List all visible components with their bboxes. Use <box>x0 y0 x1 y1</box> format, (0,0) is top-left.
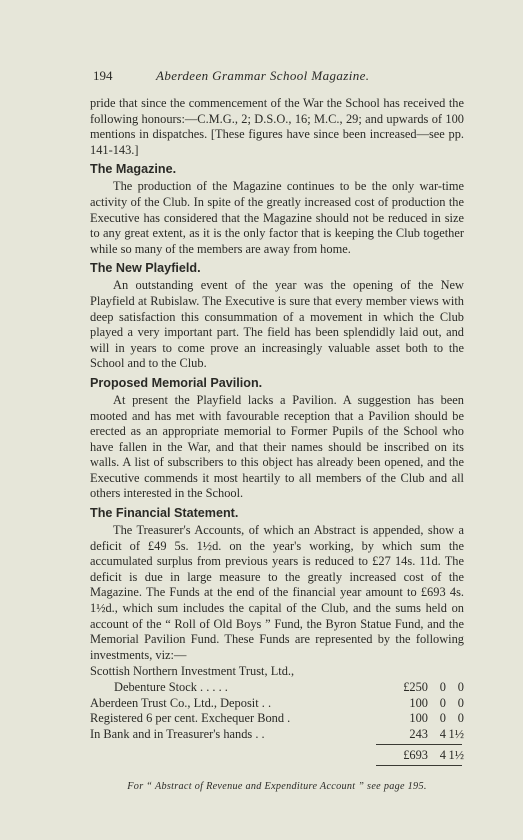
total-pence: 1½ <box>448 748 464 763</box>
paragraph-memorial-pavilion: At present the Playfield lacks a Pavilion. A suggestion has been mooted and has met with favourable reception that a Pavilion should be erected as an appropriate memorial to Former Pupils of the School who have fallen in the War, and that their names should be inscribed on its walls. A list of subscribers to this object has already been opened, and the Executive commends it most heartily to all members of the Club and all others interested in the School. <box>90 392 464 501</box>
investment-shillings: 4 <box>439 726 446 741</box>
total-underline <box>376 765 462 766</box>
heading-new-playfield: The New Playfield. <box>90 261 201 276</box>
paragraph-magazine: The production of the Magazine continues to be the only war-time activity of the Club. In spite of the greatly increased cost of production the Executive has considered that the Magazine should not be reduced in size to any great extent, as it is the only factor that is keeping the Club together while so many of the members are away from home. <box>90 179 464 256</box>
investment-pence: 0 <box>457 680 464 694</box>
investment-row <box>90 727 464 743</box>
investment-label: Registered 6 per cent. Exchequer Bond . <box>90 711 291 726</box>
investment-shillings: 0 <box>439 680 446 694</box>
investment-amount: £250 <box>403 680 428 694</box>
heading-memorial-pavilion: Proposed Memorial Pavilion. <box>90 375 263 390</box>
investment-label: Debenture Stock . . . . . <box>114 680 228 694</box>
investment-group-label: Scottish Northern Investment Trust, Ltd., <box>90 664 295 679</box>
investment-label: In Bank and in Treasurer's hands . . <box>90 726 265 741</box>
running-title: Aberdeen Grammar School Magazine. <box>156 68 370 83</box>
total-amount: £693 <box>403 748 428 763</box>
investment-total-row <box>90 748 464 764</box>
investment-pence: 0 <box>457 695 464 710</box>
investment-amount: 100 <box>409 711 428 726</box>
investment-pence: 0 <box>457 711 464 726</box>
investment-label: Aberdeen Trust Co., Ltd., Deposit . . <box>90 695 272 710</box>
investment-shillings: 0 <box>439 695 446 710</box>
investment-shillings: 0 <box>439 711 446 726</box>
page-header <box>90 68 470 86</box>
footnote: For “ Abstract of Revenue and Expenditure Account ” see page 195. <box>127 780 427 792</box>
investment-row <box>90 711 464 727</box>
intro-paragraph: pride that since the commencement of the War the School has received the following honours:—C.M.G., 2; D.S.O., 16; M.C., 29; and upwards of 100 mentions in dispatches. [These figures have since been increased—see pp. 141-143.] <box>90 96 464 157</box>
investment-row <box>90 696 464 712</box>
total-rule <box>376 744 462 745</box>
total-shillings: 4 <box>439 748 446 763</box>
investment-amount: 243 <box>409 726 428 741</box>
page-number: 194 <box>93 68 113 83</box>
investment-group-row <box>90 664 464 680</box>
heading-financial-statement: The Financial Statement. <box>90 506 239 521</box>
paragraph-new-playfield: An outstanding event of the year was the opening of the New Playfield at Rubislaw. The Executive is sure that every member views with deep satisfaction this consummation of a movement in which the Club played a very important part. The field has been splendidly laid out, and will in years to come prove an increasingly valuable asset both to the School and to the Club. <box>90 278 464 371</box>
investment-row <box>90 680 464 696</box>
page-body <box>90 96 464 795</box>
paragraph-financial-statement: The Treasurer's Accounts, of which an Abstract is appended, show a deficit of £49 5s. 1½d. on the year's working, by which sum the accumulated surplus from previous years is reduced to £27 14s. 11d. The deficit is due in large measure to the greatly increased cost of the Magazine. The Funds at the end of the financial year amount to £693 4s. 1½d., which sum includes the capital of the Club, and the sums held on account of the “ Roll of Old Boys ” Fund, the Byron Statue Fund, and the Memorial Pavilion Fund. These Funds are represented by the following investments, viz:— <box>90 523 464 662</box>
investment-amount: 100 <box>409 695 428 710</box>
investment-pence: 1½ <box>448 726 464 741</box>
investments-table <box>90 664 464 766</box>
heading-magazine: The Magazine. <box>90 162 177 177</box>
